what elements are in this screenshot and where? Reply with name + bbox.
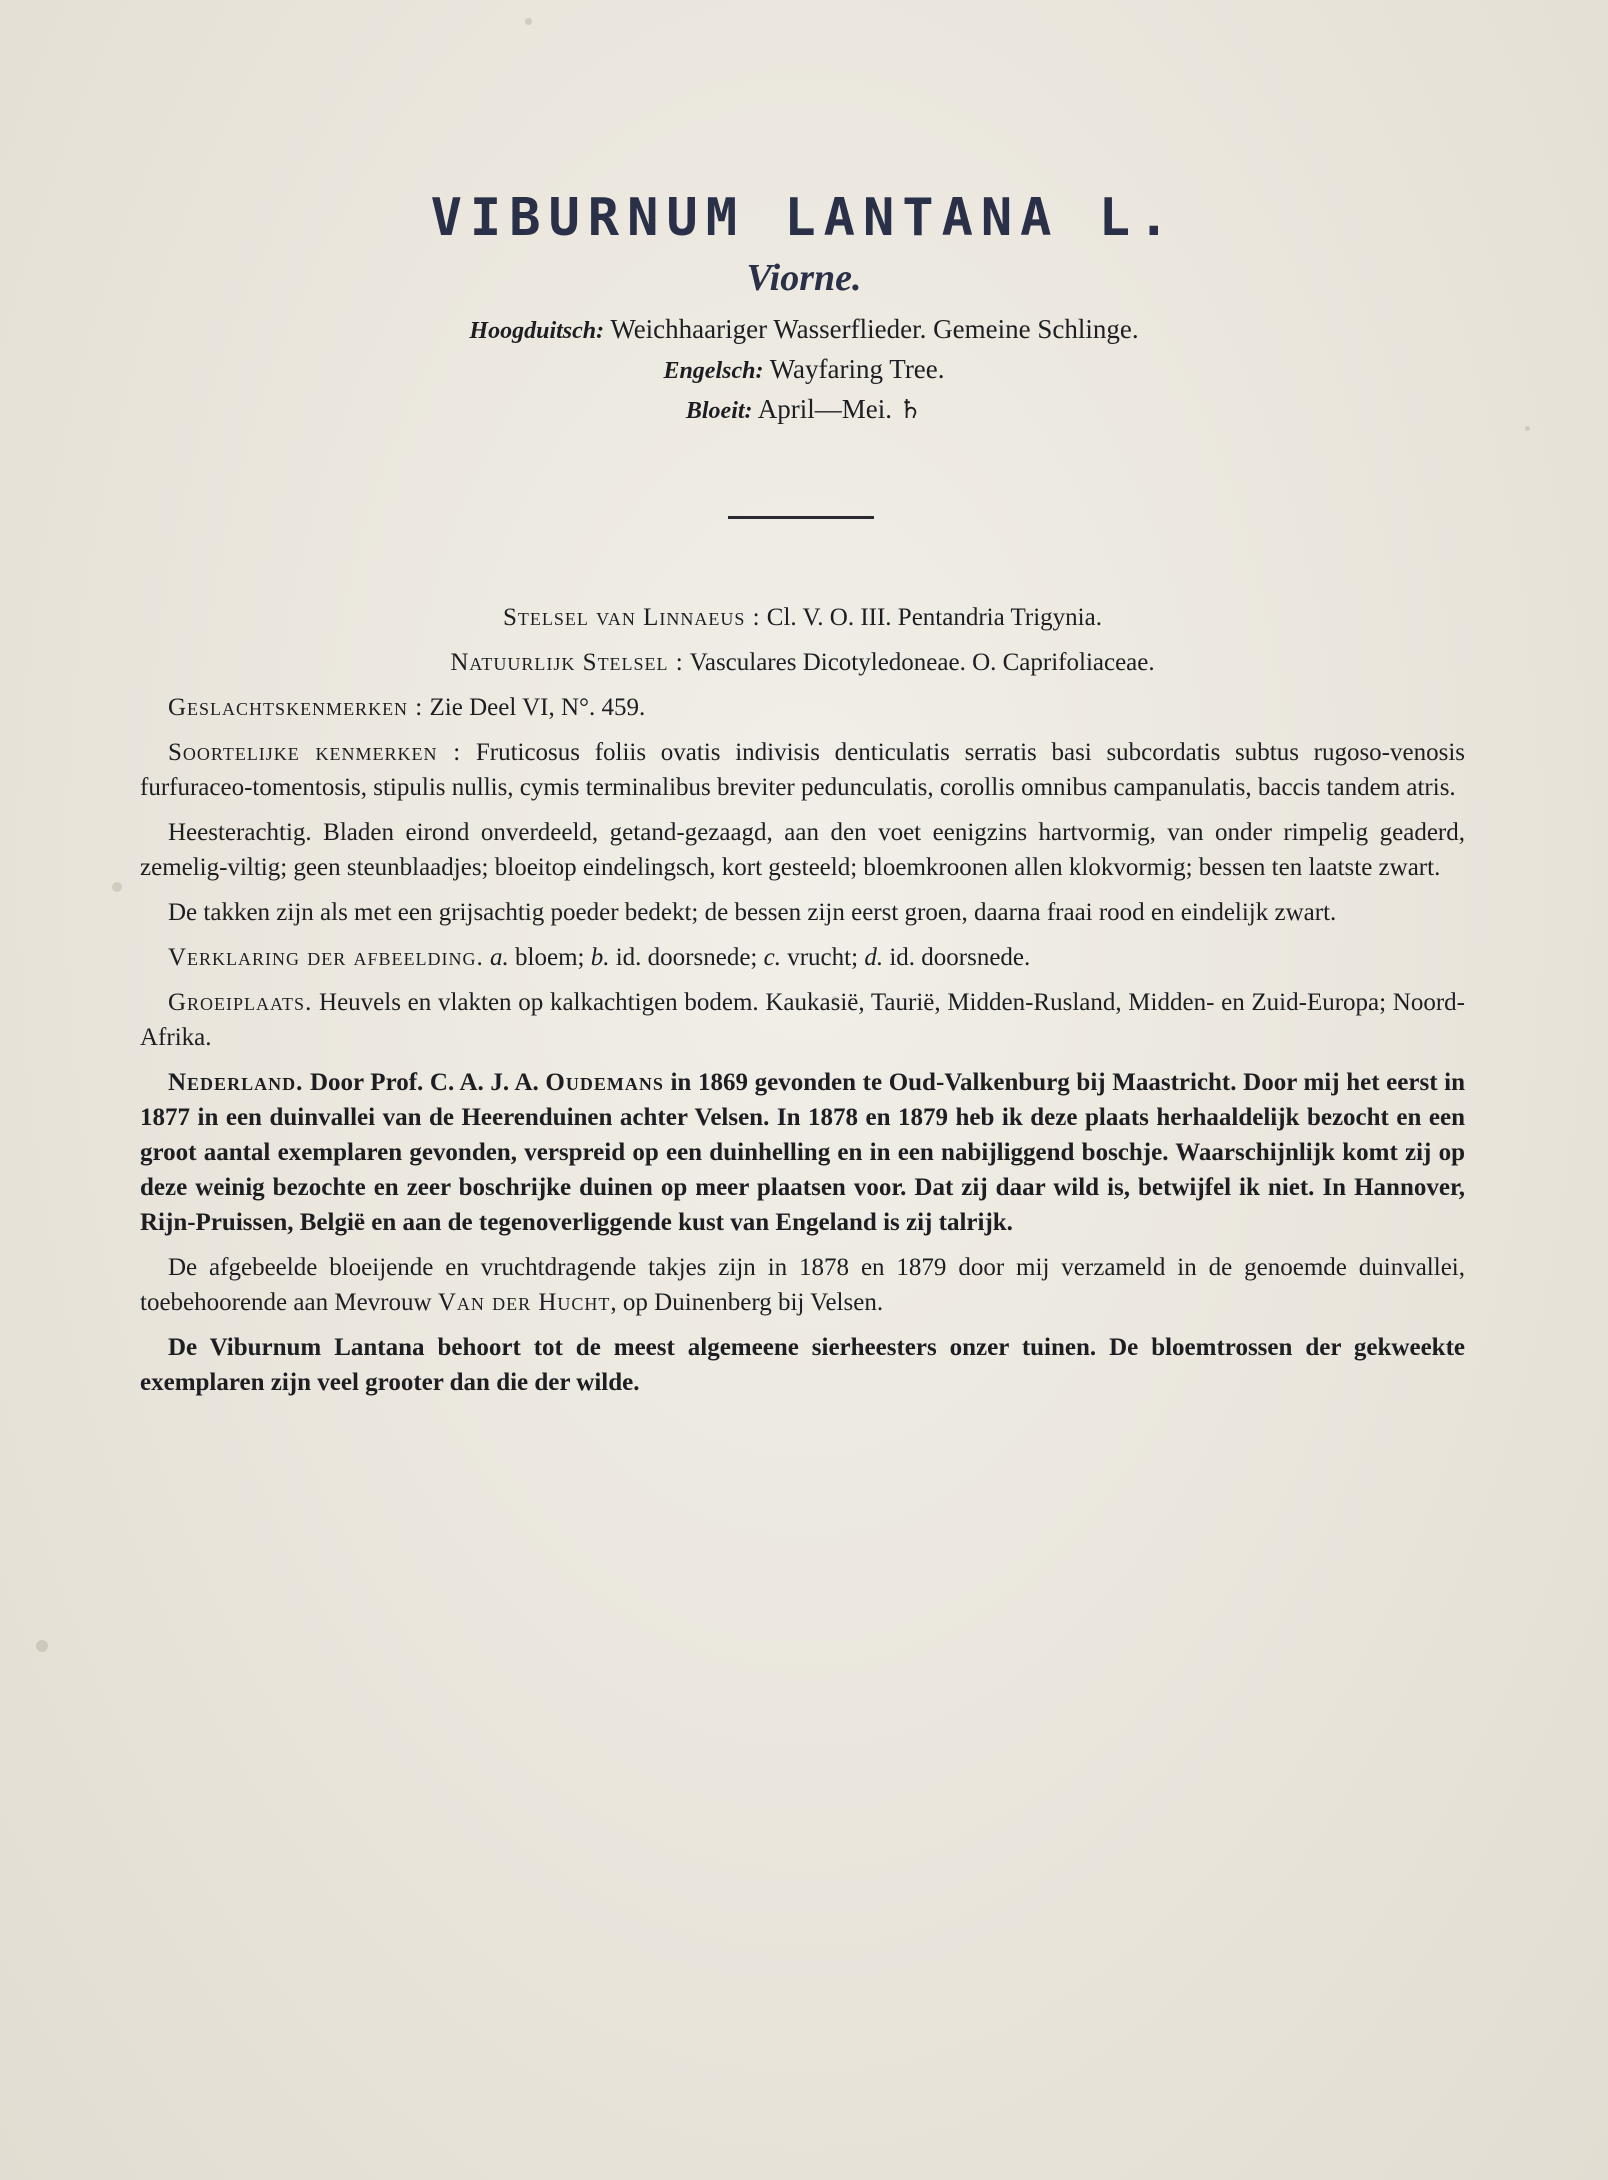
description-body xyxy=(140,600,1465,1410)
figure-key-a: a. xyxy=(490,944,509,971)
figure-key-c-text: vrucht; xyxy=(787,944,859,971)
linnaeus-system-line xyxy=(140,600,1465,635)
paper-speck xyxy=(36,1640,48,1652)
collection-note xyxy=(140,1250,1465,1320)
collection-text-2: , op Duinenberg bij Velsen. xyxy=(610,1289,884,1316)
netherlands-name: Oudemans xyxy=(545,1069,664,1096)
figure-key-d-text: id. doorsnede. xyxy=(889,944,1031,971)
figure-key-d: d. xyxy=(864,944,884,971)
figure-explanation xyxy=(140,940,1465,975)
bloom-label: Bloeit: xyxy=(685,398,753,424)
german-value: Weichhaariger Wasserflieder. Gemeine Schlinge. xyxy=(610,314,1139,344)
german-name-line xyxy=(0,314,1608,345)
natural-system-value: Vasculares Dicotyledoneae. O. Caprifoliaceae. xyxy=(689,649,1155,676)
english-value: Wayfaring Tree. xyxy=(769,354,945,384)
figure-key-b-text: id. doorsnede; xyxy=(615,944,758,971)
bloom-value: April—Mei. xyxy=(757,394,893,424)
dutch-description: Heesterachtig. Bladen eirond onverdeeld, getand-gezaagd, aan den voet eenigzins hartvormig, van onder rimpelig geaderd, zemelig-viltig; geen steunblaadjes; bloeitop eindelingsch, kort gesteeld; bloemkroonen allen klokvormig; bessen ten laatste zwart. xyxy=(140,819,1465,881)
paper-speck xyxy=(112,882,122,892)
divider-rule xyxy=(728,516,874,519)
genus-value: Zie Deel VI, N°. 459. xyxy=(429,694,646,721)
figure-key-b: b. xyxy=(590,944,610,971)
genus-characters xyxy=(140,690,1465,725)
genus-label: Geslachtskenmerken : xyxy=(168,694,424,721)
habitat-value: Heuvels en vlakten op kalkachtigen bodem. Kaukasië, Taurië, Midden-Rusland, Midden- en Zuid-Europa; Noord-Afrika. xyxy=(140,989,1465,1051)
collection-text-1: De afgebeelde bloeijende en vruchtdragende takjes zijn in 1878 en 1879 door mij verzameld in de genoemde duinvallei, toebehoorende aan Mevrouw xyxy=(140,1254,1465,1316)
netherlands-label: Nederland. xyxy=(168,1069,304,1096)
bloom-line xyxy=(0,394,1608,425)
netherlands-occurrence xyxy=(140,1065,1465,1240)
closing-note: De Viburnum Lantana behoort tot de meest algemeene sierheesters onzer tuinen. De bloemtrossen der gekweekte exemplaren zijn veel grooter dan die der wilde. xyxy=(140,1334,1465,1396)
page-title: VIBURNUM LANTANA L. xyxy=(430,188,1178,248)
figure-key-a-text: bloem; xyxy=(515,944,585,971)
collection-name: Van der Hucht xyxy=(437,1289,611,1316)
netherlands-text-1: Door Prof. C. A. J. A. xyxy=(309,1069,539,1096)
habitat xyxy=(140,985,1465,1055)
species-label: Soortelijke kenmerken : xyxy=(168,739,462,766)
linnaeus-value: Cl. V. O. III. Pentandria Trigynia. xyxy=(766,604,1102,631)
paper-speck xyxy=(1525,426,1530,431)
species-characters xyxy=(140,735,1465,805)
saturn-shrub-icon: ♄ xyxy=(898,395,923,425)
paper-speck xyxy=(525,18,532,25)
common-name: Viorne. xyxy=(746,257,862,299)
branches-description: De takken zijn als met een grijsachtig poeder bedekt; de bessen zijn eerst groen, daarna fraai rood en eindelijk zwart. xyxy=(168,899,1337,926)
habitat-label: Groeiplaats. xyxy=(168,989,313,1016)
figure-key-c: c. xyxy=(763,944,781,971)
english-name-line xyxy=(0,354,1608,385)
natural-system-label: Natuurlijk Stelsel : xyxy=(450,649,684,676)
netherlands-text-2: in 1869 gevonden te Oud-Valkenburg bij Maastricht. Door mij het eerst in 1877 in een duinvallei van de Heerenduinen achter Velsen. In 1878 en 1879 heb ik deze plaats herhaaldelijk bezocht en een groot aantal exemplaren gevonden, verspreid op een duinhelling en in een nabijliggend boschje. Waarschijnlijk komt zij op deze weinig bezochte en zeer boschrijke duinen op meer plaatsen voor. Dat zij daar wild is, betwijfel ik niet. In Hannover, Rijn-Pruissen, België en aan de tegenoverliggende kust van Engeland is zij talrijk. xyxy=(140,1069,1466,1236)
english-label: Engelsch: xyxy=(663,358,764,384)
german-label: Hoogduitsch: xyxy=(469,318,605,344)
natural-system-line xyxy=(140,645,1465,680)
figure-explanation-label: Verklaring der afbeelding. xyxy=(168,944,484,971)
linnaeus-label: Stelsel van Linnaeus : xyxy=(503,604,761,631)
species-value: Fruticosus foliis ovatis indivisis denticulatis serratis basi subcordatis subtus rugoso-venosis furfuraceo-tomentosis, stipulis nullis, cymis terminalibus breviter pedunculatis, corollis omnibus campanulatis, baccis tandem atris. xyxy=(140,739,1465,801)
